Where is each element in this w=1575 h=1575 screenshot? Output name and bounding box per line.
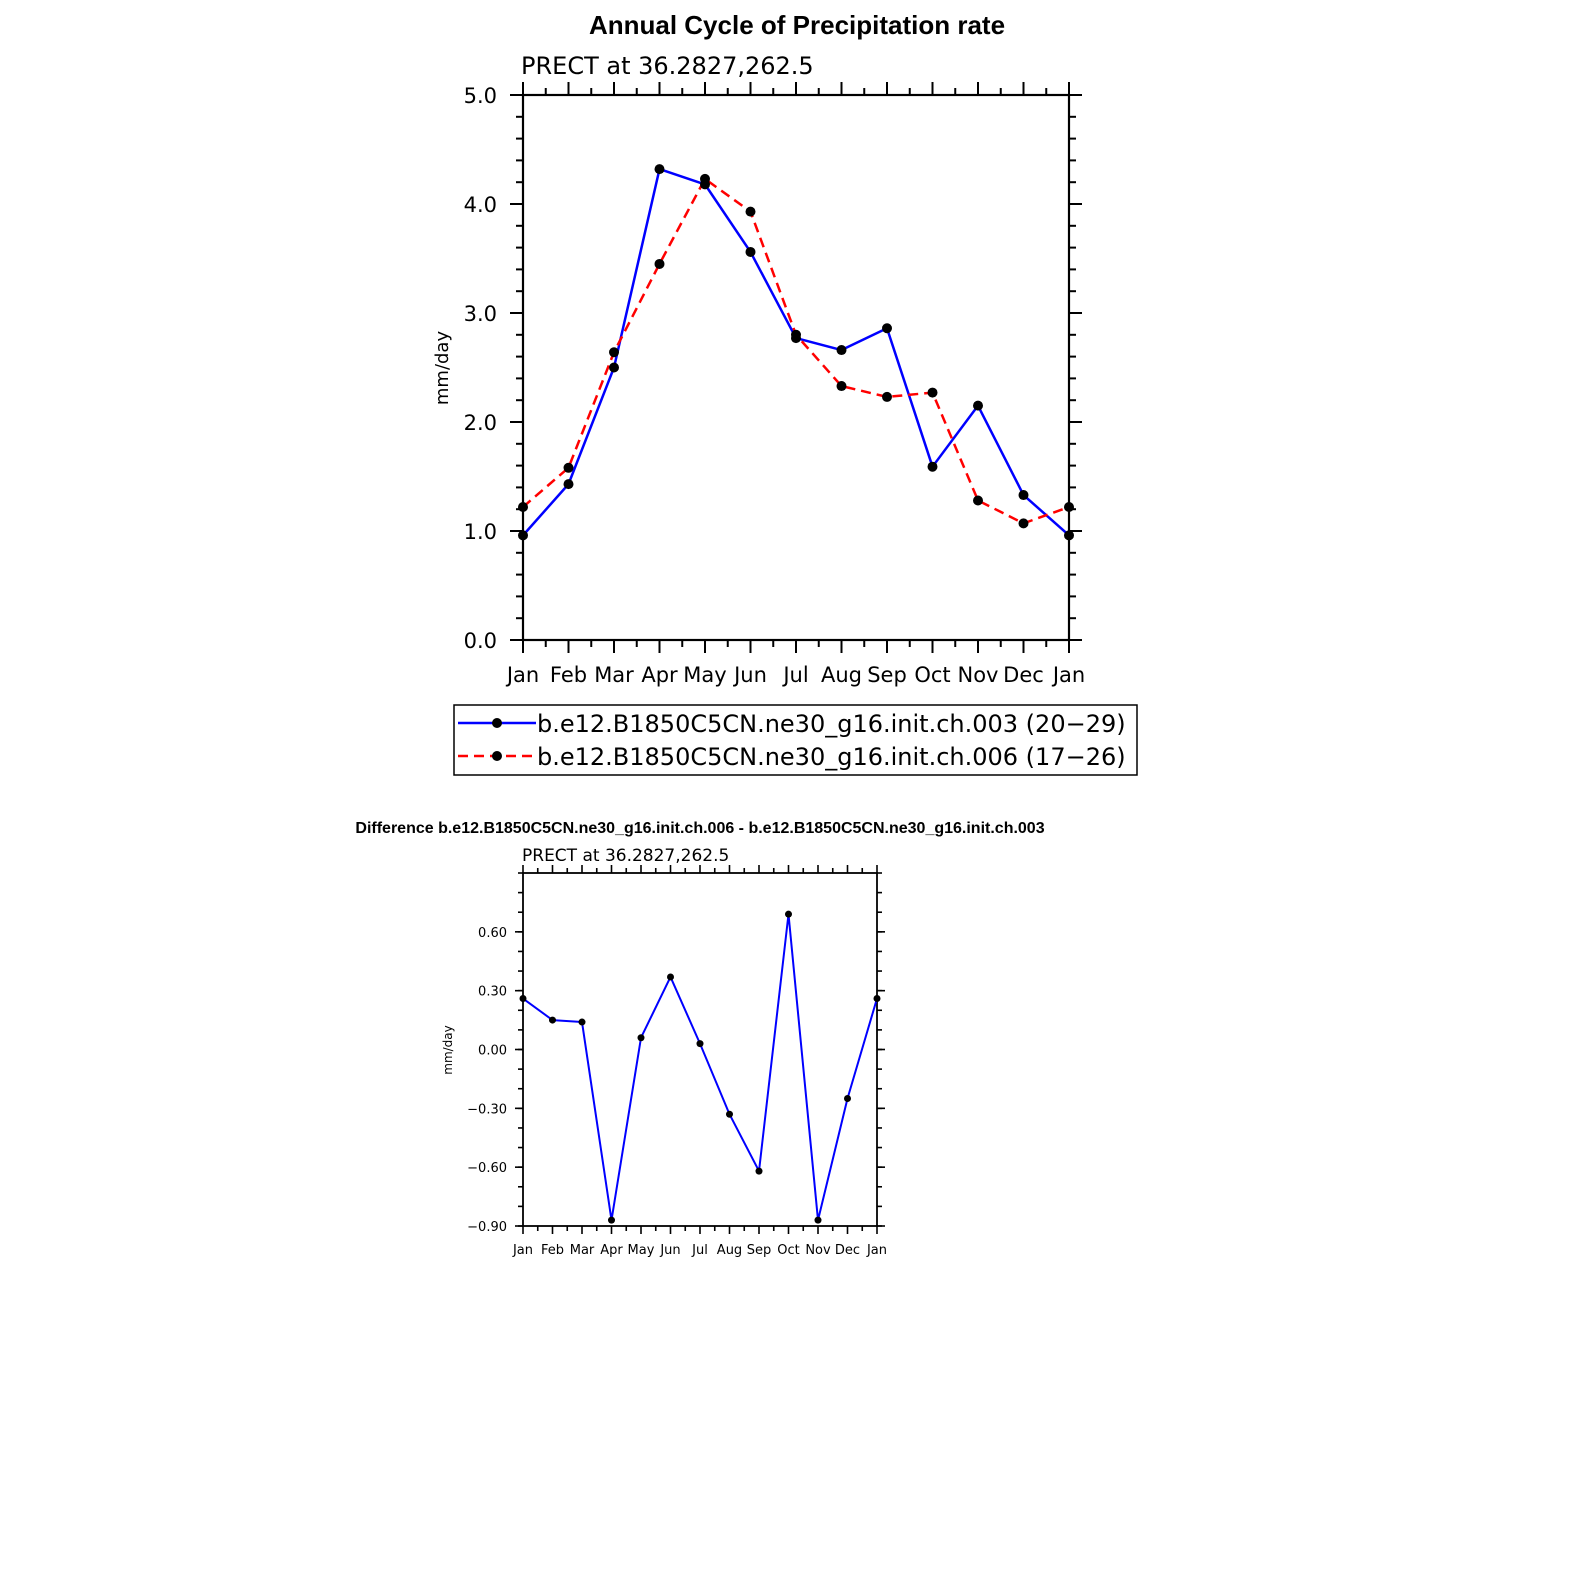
x-tick-label: Nov: [805, 1243, 831, 1258]
difference-series-layer: [520, 911, 881, 1224]
plot-border: [523, 95, 1069, 640]
x-tick-label: Aug: [820, 663, 863, 687]
data-point-series-1: [638, 1034, 645, 1041]
x-tick-label: Jul: [692, 1243, 708, 1258]
x-tick-label: Oct: [777, 1243, 800, 1258]
y-tick-label: 0.00: [478, 1043, 507, 1059]
series-layer: [518, 164, 1074, 540]
x-tick-label: Dec: [834, 1243, 861, 1258]
y-tick-label: 1.0: [463, 520, 497, 544]
data-point-series-2: [973, 495, 983, 505]
x-tick-label: Apr: [600, 1243, 623, 1258]
data-point-series-1: [518, 530, 528, 540]
data-point-series-1: [785, 911, 792, 918]
data-point-series-1: [608, 1217, 615, 1224]
plot-frame: [464, 82, 1086, 687]
data-point-series-1: [667, 973, 674, 980]
x-tick-label: May: [683, 663, 727, 687]
data-point-series-1: [579, 1019, 586, 1026]
y-tick-label: 4.0: [463, 193, 497, 217]
plot-border: [523, 873, 877, 1226]
data-point-series-1: [815, 1217, 822, 1224]
data-point-series-1: [1064, 530, 1074, 540]
difference-chart: [355, 820, 1044, 1258]
data-point-series-1: [844, 1095, 851, 1102]
y-tick-label: −0.30: [467, 1102, 507, 1118]
x-tick-label: Nov: [957, 663, 999, 687]
x-tick-label: Jan: [1052, 663, 1086, 687]
series-line-1: [523, 169, 1069, 535]
data-point-series-2: [882, 392, 892, 402]
data-point-series-2: [655, 259, 665, 269]
y-tick-label: 0.30: [478, 984, 507, 1000]
data-point-series-1: [697, 1040, 704, 1047]
data-point-series-2: [518, 502, 528, 512]
series-line-2: [523, 179, 1069, 523]
data-point-series-2: [746, 207, 756, 217]
y-axis-label: mm/day: [432, 330, 453, 406]
data-point-series-1: [837, 345, 847, 355]
x-tick-label: Dec: [1003, 663, 1044, 687]
y-tick-label: 0.0: [463, 629, 497, 653]
y-tick-label: −0.90: [467, 1220, 507, 1235]
x-tick-label: Mar: [594, 663, 634, 687]
data-point-series-1: [655, 164, 665, 174]
data-point-series-2: [700, 174, 710, 184]
x-tick-label: Jan: [866, 1243, 888, 1258]
y-tick-label: 0.60: [478, 925, 507, 941]
data-point-series-1: [564, 479, 574, 489]
legend-label-series-1: b.e12.B1850C5CN.ne30_g16.init.ch.003 (20−29): [537, 710, 1126, 738]
data-point-series-2: [1064, 502, 1074, 512]
x-tick-label: Feb: [549, 663, 588, 687]
legend-marker-series-1: [492, 718, 502, 728]
data-point-series-2: [609, 347, 619, 357]
data-point-series-1: [928, 462, 938, 472]
x-tick-label: Jul: [783, 663, 809, 687]
difference-chart-title: Difference b.e12.B1850C5CN.ne30_g16.init.ch.006 - b.e12.B1850C5CN.ne30_g16.init.ch.003: [355, 820, 1045, 837]
data-point-series-2: [791, 330, 801, 340]
data-point-series-1: [973, 401, 983, 411]
chart-title: Annual Cycle of Precipitation rate: [588, 10, 1006, 40]
y-tick-label: 3.0: [463, 302, 497, 326]
data-point-series-1: [549, 1017, 556, 1024]
data-point-series-1: [874, 995, 881, 1002]
data-point-series-1: [609, 363, 619, 373]
x-tick-label: Feb: [540, 1243, 565, 1258]
legend: [454, 705, 1137, 775]
data-point-series-1: [1019, 490, 1029, 500]
x-tick-label: Jun: [660, 1243, 681, 1258]
x-tick-label: Aug: [716, 1243, 743, 1258]
x-tick-label: Mar: [569, 1243, 595, 1258]
x-tick-label: Apr: [641, 663, 678, 687]
data-point-series-2: [837, 381, 847, 391]
legend-marker-series-2: [492, 751, 502, 761]
chart-subtitle: PRECT at 36.2827,262.5: [521, 52, 814, 80]
data-point-series-2: [1019, 518, 1029, 528]
data-point-series-1: [726, 1111, 733, 1118]
annual-cycle-chart: [432, 10, 1137, 775]
x-tick-label: Jan: [506, 663, 540, 687]
legend-label-series-2: b.e12.B1850C5CN.ne30_g16.init.ch.006 (17−26): [537, 743, 1126, 771]
difference-chart-subtitle: PRECT at 36.2827,262.5: [522, 846, 730, 866]
data-point-series-1: [882, 323, 892, 333]
difference-y-axis-label: mm/day: [441, 1025, 455, 1075]
data-point-series-2: [564, 463, 574, 473]
data-point-series-2: [928, 388, 938, 398]
x-tick-label: Oct: [914, 663, 951, 687]
x-tick-label: Sep: [867, 663, 907, 687]
x-tick-label: Jun: [734, 663, 767, 687]
x-tick-label: May: [627, 1243, 655, 1258]
x-tick-label: Sep: [746, 1243, 772, 1258]
y-tick-label: 5.0: [463, 84, 497, 108]
data-point-series-1: [756, 1168, 763, 1175]
y-tick-label: 2.0: [463, 411, 497, 435]
y-tick-label: −0.60: [467, 1161, 507, 1177]
x-tick-label: Jan: [512, 1243, 534, 1258]
data-point-series-1: [746, 247, 756, 257]
series-line-1: [523, 914, 877, 1220]
data-point-series-1: [520, 995, 527, 1002]
